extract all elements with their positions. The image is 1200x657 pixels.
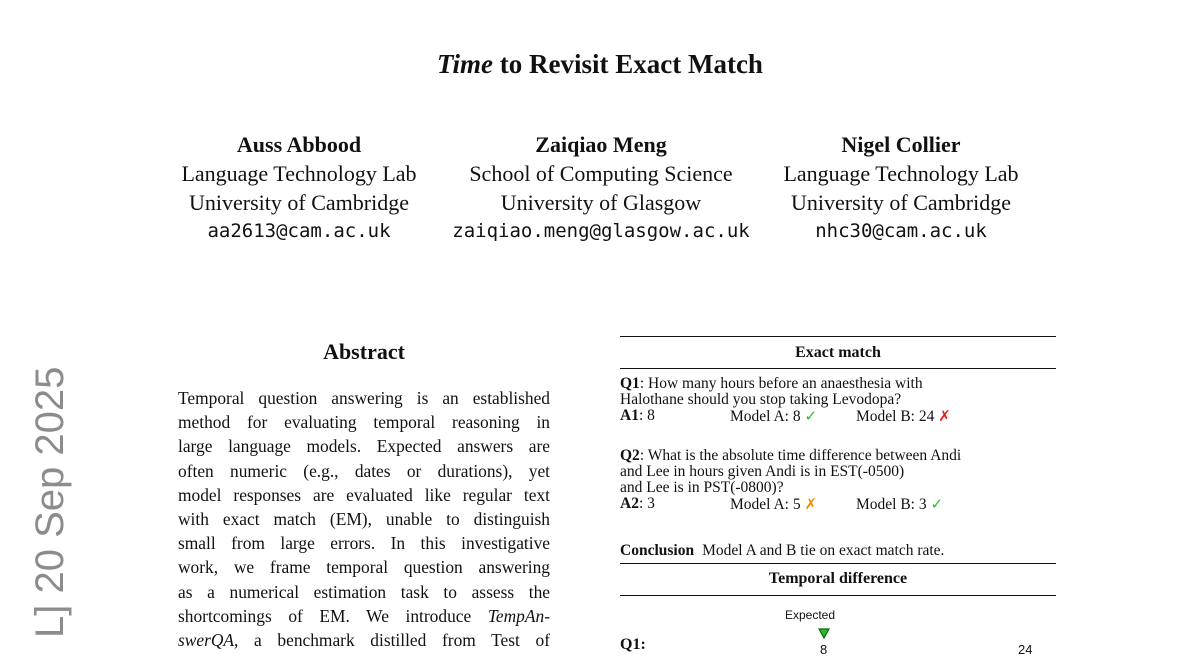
author-affiliation: Language Technology Lab	[783, 161, 1019, 186]
author-2	[440, 130, 762, 246]
author-affiliation: Language Technology Lab	[181, 161, 417, 186]
q2-text-cont: and Lee is in PST(-0800)?	[620, 479, 784, 496]
temporal-difference-heading: Temporal difference	[768, 570, 908, 587]
author-university: University of Glasgow	[500, 190, 702, 215]
benchmark-name: swerQA	[178, 629, 235, 650]
a1-value: : 8	[638, 407, 655, 424]
paper-title	[0, 46, 1200, 82]
mid-rule	[620, 563, 1056, 564]
check-icon: ✓	[930, 495, 944, 513]
a1-model-a: Model A: 8	[730, 408, 801, 425]
abstract-line: large language models. Expected answers are	[178, 436, 550, 457]
cross-icon: ✗	[938, 407, 951, 425]
conclusion-label: Conclusion	[620, 542, 695, 559]
author-university: University of Cambridge	[791, 190, 1011, 215]
a2-label: A2	[620, 495, 639, 512]
a1-label: A1	[620, 407, 639, 424]
author-name: Auss Abbood	[236, 132, 362, 157]
author-affiliation: School of Computing Science	[469, 161, 733, 186]
abstract-line: Temporal question answering is an established	[178, 388, 550, 408]
tick-label: 8	[820, 642, 828, 657]
abstract-line	[178, 628, 550, 652]
abstract-line: work, we frame temporal question answering	[178, 557, 550, 578]
abstract-line: model responses are evaluated like regular text	[178, 484, 550, 505]
expected-label: Expected	[784, 608, 836, 622]
a2-model-b: Model B: 3	[856, 496, 927, 513]
conclusion-text: Model A and B tie on exact match rate.	[702, 542, 945, 559]
abstract-line: method for evaluating temporal reasoning in	[178, 412, 550, 433]
title-italic: Time	[437, 49, 494, 79]
figure-1	[620, 336, 1056, 657]
author-block	[0, 130, 1200, 250]
arxiv-side-stamp: L] 20 Sep 2025	[28, 366, 72, 638]
exact-match-heading: Exact match	[795, 344, 881, 361]
question-1	[620, 376, 1056, 424]
tick-label: 24	[1018, 642, 1033, 657]
a2-value: : 3	[638, 495, 655, 512]
abstract-line-text: shortcomings of EM. We introduce	[178, 605, 488, 626]
top-rule	[620, 336, 1056, 337]
abstract-line: with exact match (EM), unable to distinguish	[178, 508, 550, 529]
q1-text-cont: Halothane should you stop taking Levodopa?	[620, 391, 902, 408]
abstract-line: small from large errors. In this investigative	[178, 533, 550, 554]
answer-2-row	[620, 496, 1056, 512]
check-icon: ✓	[804, 407, 818, 425]
triangle-down-icon	[818, 628, 830, 640]
question-2	[620, 448, 1056, 512]
abstract-heading: Abstract	[323, 339, 405, 364]
q2-text-cont: and Lee in hours given Andi is in EST(-0500)	[620, 463, 905, 480]
temporal-q1-label: Q1:	[620, 636, 646, 653]
author-name: Nigel Collier	[841, 132, 961, 157]
author-3	[760, 130, 1042, 246]
q2-text: : What is the absolute time difference between Andi	[639, 447, 962, 464]
author-1	[158, 130, 440, 246]
title-rest: to Revisit Exact Match	[493, 49, 763, 79]
a1-model-b: Model B: 24	[856, 408, 935, 425]
author-email[interactable]: zaiqiao.meng@glasgow.ac.uk	[452, 220, 750, 242]
q2-label: Q2	[620, 447, 640, 464]
author-email[interactable]: aa2613@cam.ac.uk	[207, 220, 391, 242]
abstract-body	[178, 386, 550, 652]
mid-rule	[620, 368, 1056, 369]
a2-model-a: Model A: 5	[730, 496, 801, 513]
author-university: University of Cambridge	[189, 190, 409, 215]
abstract-line	[178, 604, 550, 628]
author-name: Zaiqiao Meng	[535, 132, 667, 157]
cross-icon: ✗	[804, 495, 818, 513]
abstract-line-text: , a benchmark distilled from Test of	[234, 629, 550, 650]
q1-text: : How many hours before an anaesthesia with	[639, 375, 923, 392]
abstract-line: as a numerical estimation task to assess the	[178, 581, 550, 602]
abstract-line: often numeric (e.g., dates or durations), yet	[178, 460, 550, 481]
author-email[interactable]: nhc30@cam.ac.uk	[815, 220, 987, 242]
q1-label: Q1	[620, 375, 640, 392]
answer-1-row	[620, 408, 1056, 424]
mid-rule	[620, 595, 1056, 596]
benchmark-name: TempAn-	[487, 605, 550, 626]
conclusion	[620, 542, 1056, 560]
